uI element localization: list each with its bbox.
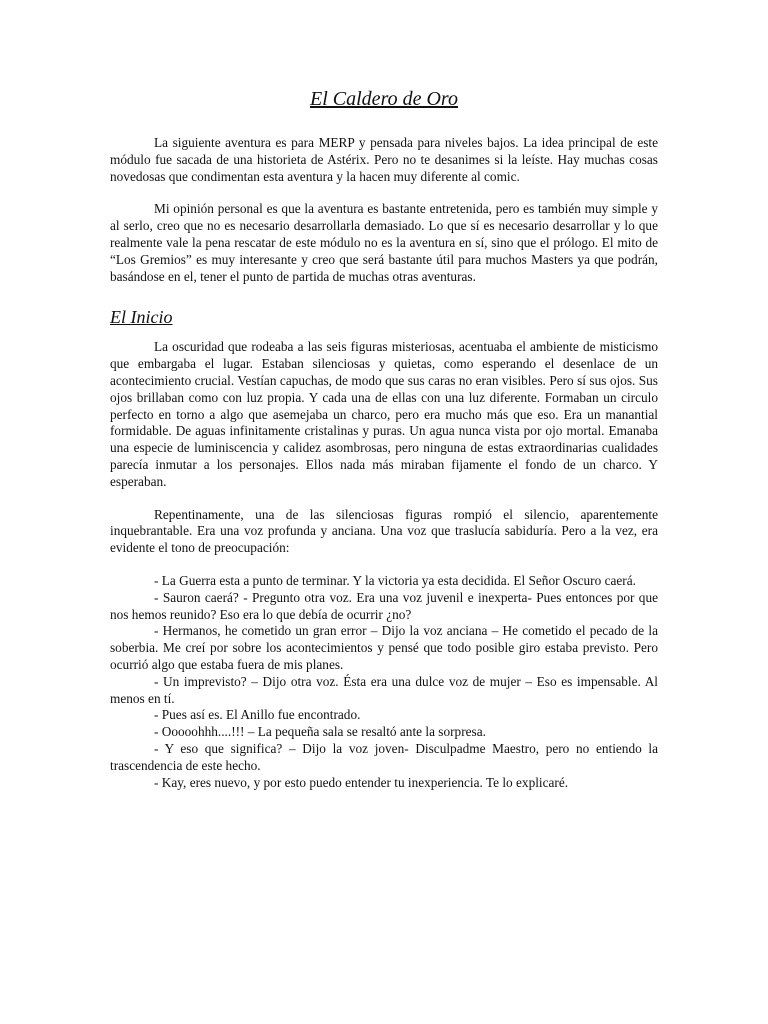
dialogue-line: - Y eso que significa? – Dijo la voz joven- Disculpadme Maestro, pero no entiendo la trascendencia de este hecho. [110,740,658,773]
section-paragraph-2: Repentinamente, una de las silenciosas figuras rompió el silencio, aparentemente inquebrantable. Era una voz profunda y anciana. Una voz que traslucía sabiduría. Pero a la vez, era evidente el tono de preocupación: [110,506,658,556]
dialogue-line: - Pues así es. El Anillo fue encontrado. [154,707,361,723]
dialogue-block [110,573,658,791]
document-title: El Caldero de Oro [310,88,458,110]
section-heading: El Inicio [110,307,173,328]
dialogue-line: - Sauron caerá? - Pregunto otra voz. Era una voz juvenil e inexperta- Pues entonces por que nos hemos reunido? Eso era lo que debía de ocurrir ¿no? [110,589,658,622]
dialogue-line: - Ooooohhh....!!! – La pequeña sala se resaltó ante la sorpresa. [154,724,486,740]
document-page [110,85,658,791]
section-paragraph-1: La oscuridad que rodeaba a las seis figuras misteriosas, acentuaba el ambiente de misticismo que embargaba el lugar. Estaban silenciosas y quietas, como esperando el desenlace de un acontecimiento crucial. Vestían capuchas, de modo que sus caras no eran visibles. Pero sí sus ojos. Sus ojos brillaban como con luz propia. Y cada una de ellas con una luz diferente. Formaban un circulo perfecto en torno a algo que asemejaba un charco, pero era mucho más que eso. Era un manantial formidable. De aguas infinitamente cristalinas y puras. Un agua nunca vista por ojo mortal. Emanaba una especie de luminiscencia y calidez asombrosas, pero ninguna de estas extraordinarias cualidades parecía inmutar a los personajes. Ellos nada más miraban fijamente el fondo de un charco. Y esperaban. [110,339,658,489]
dialogue-line: - Kay, eres nuevo, y por esto puedo entender tu inexperiencia. Te lo explicaré. [154,774,569,790]
dialogue-line: - Hermanos, he cometido un gran error – Dijo la voz anciana – He cometido el pecado de la soberbia. Me creí por sobre los acontecimientos y pensé que todo posible giro estaba previsto. Pero ocurrió algo que estaba fuera de mis planes. [110,623,658,672]
dialogue-line: - Un imprevisto? – Dijo otra voz. Ésta era una dulce voz de mujer – Eso es impensable. Al menos en tí. [110,673,658,706]
intro-paragraph-1: La siguiente aventura es para MERP y pensada para niveles bajos. La idea principal de este módulo fue sacada de una historieta de Astérix. Pero no te desanimes si la leíste. Hay muchas cosas novedosas que condimentan esta aventura y la hacen muy diferente al comic. [110,135,658,184]
intro-paragraph-2: Mi opinión personal es que la aventura es bastante entretenida, pero es también muy simple y al serlo, creo que no es necesario desarrollarla demasiado. Lo que sí es necesario desarrollar y lo que realmente vale la pena rescatar de este módulo no es la aventura en sí, sino que el prólogo. El mito de “Los Gremios” es muy interesante y creo que será bastante útil para muchos Masters ya que podrán, basándose en el, tener el punto de partida de muchas otras aventuras. [110,201,658,284]
dialogue-line: - La Guerra esta a punto de terminar. Y la victoria ya esta decidida. El Señor Oscuro caerá. [154,572,636,588]
